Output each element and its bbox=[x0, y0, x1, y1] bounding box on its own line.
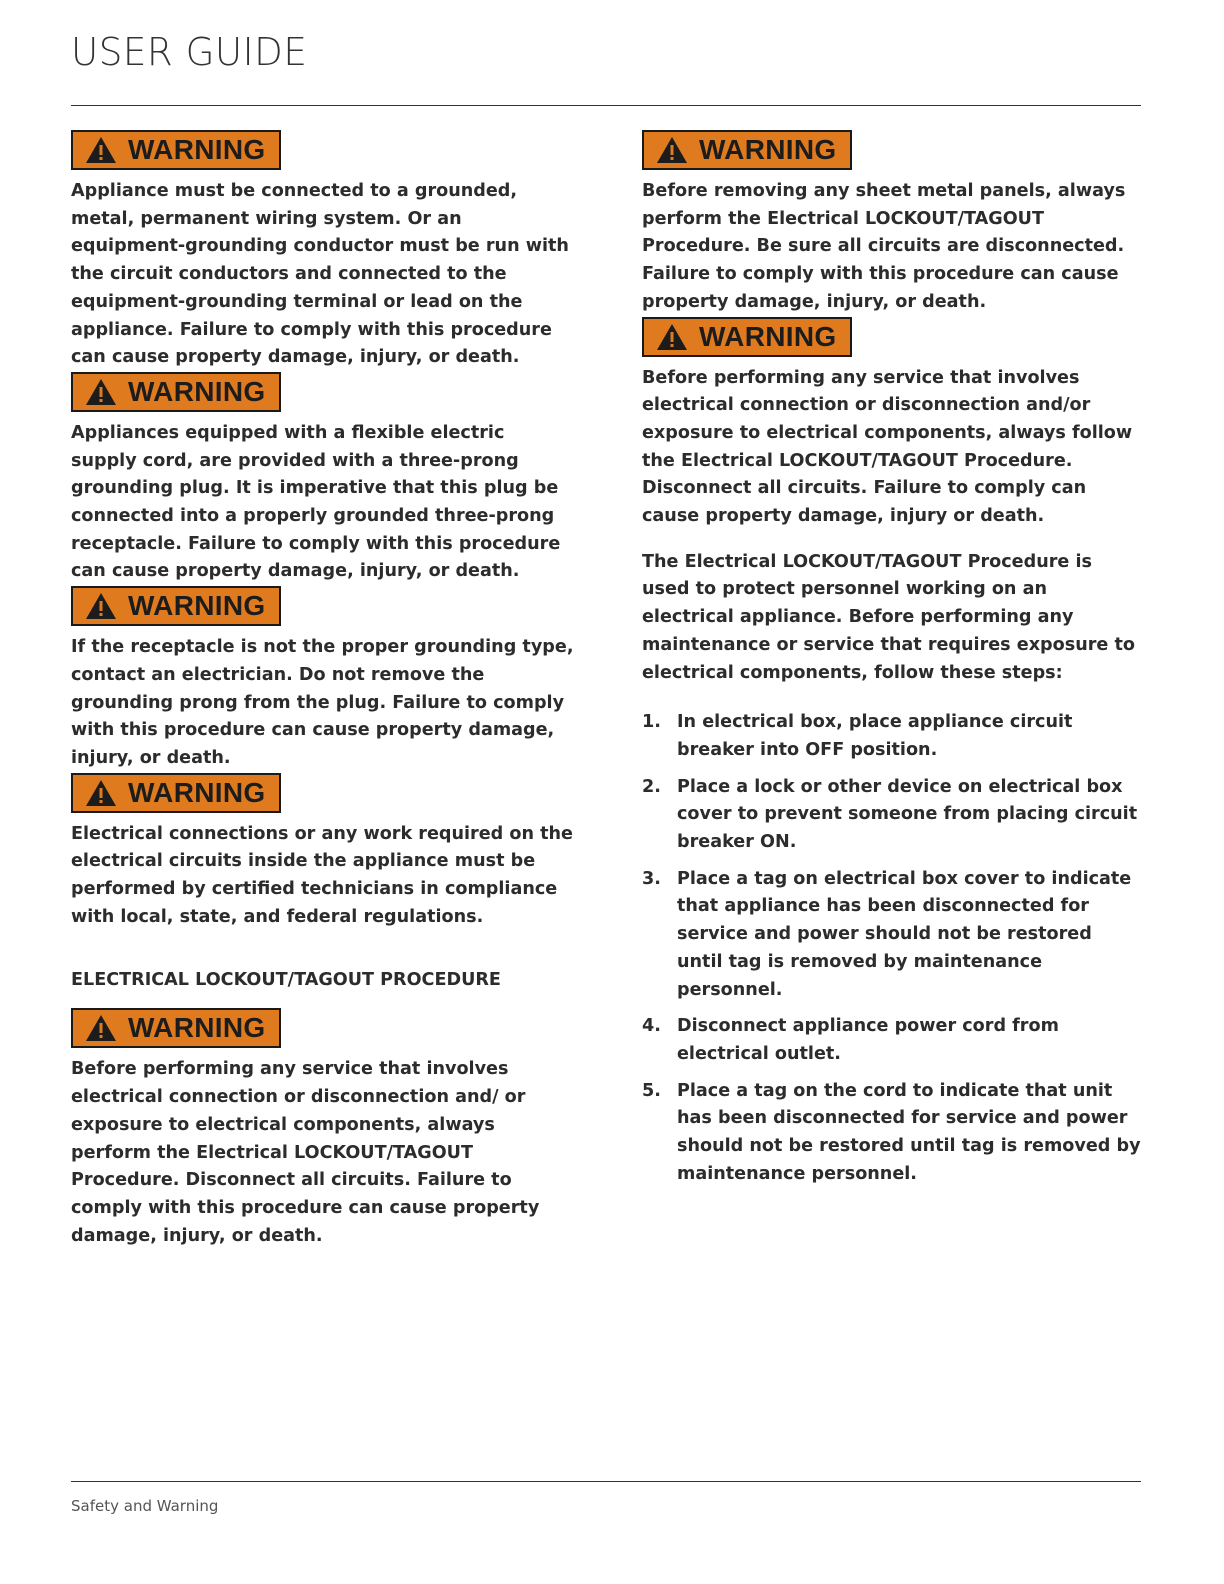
warning-text: Electrical connections or any work required on the electrical circuits inside the appliance must be performed by certified technicians in compliance with local, state, and federal regulations. bbox=[71, 823, 573, 927]
warning-triangle-icon bbox=[85, 1014, 117, 1042]
step-number: 3. bbox=[642, 868, 661, 889]
warning-label: WARNING bbox=[699, 134, 837, 165]
warning-triangle-icon bbox=[85, 136, 117, 164]
step-number: 5. bbox=[642, 1080, 661, 1101]
warning-text: Appliance must be connected to a grounded, metal, permanent wiring system. Or an equipment-grounding conductor must be run with the circuit conductors and connected to the equipment-grounding terminal or lead on the appliance. Failure to comply with this procedure can cause property damage, injury, or death. bbox=[71, 181, 569, 368]
warning-badge bbox=[71, 1008, 281, 1048]
warning-triangle-icon bbox=[85, 592, 117, 620]
procedure-intro: The Electrical LOCKOUT/TAGOUT Procedure is used to protect personnel working on an electrical appliance. Before performing any maintenance or service that requires exposure to electrical components, follow these steps: bbox=[642, 551, 1135, 683]
list-item bbox=[642, 774, 1142, 857]
warning-label: WARNING bbox=[128, 1012, 266, 1044]
list-item bbox=[642, 1013, 1142, 1068]
procedure-steps bbox=[642, 709, 1142, 1188]
warning-text: Appliances equipped with a flexible electric supply cord, are provided with a three-prong grounding plug. It is imperative that this plug be connected into a properly grounded three-prong receptacle. Failure to comply with this procedure can cause property damage, injury, or death. bbox=[71, 422, 561, 582]
warning-badge bbox=[71, 773, 281, 813]
warning-label: WARNING bbox=[128, 375, 266, 407]
warning-label: WARNING bbox=[128, 590, 266, 622]
warning-badge bbox=[642, 317, 852, 357]
warning-triangle-icon bbox=[656, 323, 688, 351]
step-text: Place a tag on electrical box cover to indicate that appliance has been disconnected for service and power should not be restored until tag is removed by maintenance personnel. bbox=[677, 868, 1132, 1000]
list-item bbox=[642, 1078, 1142, 1189]
footer-divider bbox=[71, 1481, 1141, 1482]
warning-label: WARNING bbox=[128, 776, 266, 808]
left-column bbox=[71, 130, 576, 1250]
step-number: 2. bbox=[642, 776, 661, 797]
step-number: 4. bbox=[642, 1016, 661, 1037]
right-column bbox=[642, 130, 1142, 1198]
warning-badge bbox=[71, 586, 281, 626]
step-text: Disconnect appliance power cord from electrical outlet. bbox=[677, 1016, 1059, 1064]
warning-badge bbox=[642, 130, 852, 170]
warning-badge bbox=[71, 372, 281, 412]
warning-triangle-icon bbox=[85, 378, 117, 406]
warning-triangle-icon bbox=[656, 136, 688, 164]
warning-badge bbox=[71, 130, 281, 170]
warning-text: Before performing any service that involves electrical connection or disconnection and/ or exposure to electrical components, always perform the Electrical LOCKOUT/TAGOUT Procedure. Disconnect all circuits. Failure to comply with this procedure can cause property damage, injury, or death. bbox=[71, 1059, 540, 1246]
step-text: Place a lock or other device on electrical box cover to prevent someone from placing circuit breaker ON. bbox=[677, 776, 1138, 853]
page-title: USER GUIDE bbox=[71, 30, 308, 74]
warning-text: Before removing any sheet metal panels, always perform the Electrical LOCKOUT/TAGOUT Procedure. Be sure all circuits are disconnected. Failure to comply with this procedure can cause property damage, injury, or death. bbox=[642, 181, 1126, 312]
step-text: Place a tag on the cord to indicate that unit has been disconnected for service and power should not be restored until tag is removed by maintenance personnel. bbox=[677, 1080, 1141, 1184]
warning-label: WARNING bbox=[128, 134, 266, 165]
step-text: In electrical box, place appliance circuit breaker into OFF position. bbox=[677, 712, 1073, 760]
list-item bbox=[642, 709, 1142, 764]
header-divider bbox=[71, 105, 1141, 106]
footer-text: Safety and Warning bbox=[71, 1497, 219, 1515]
warning-text: Before performing any service that involves electrical connection or disconnection and/or exposure to electrical components, always follow the Electrical LOCKOUT/TAGOUT Procedure. Disconnect all circuits. Failure to comply can cause property damage, injury or death. bbox=[642, 367, 1133, 527]
warning-triangle-icon bbox=[85, 779, 117, 807]
section-heading: ELECTRICAL LOCKOUT/TAGOUT PROCEDURE bbox=[71, 970, 501, 991]
list-item bbox=[642, 866, 1142, 1005]
warning-label: WARNING bbox=[699, 320, 837, 352]
step-number: 1. bbox=[642, 712, 661, 733]
warning-text: If the receptacle is not the proper grounding type, contact an electrician. Do not remove the grounding prong from the plug. Failure to comply with this procedure can cause property damage, injury, or death. bbox=[71, 637, 574, 768]
